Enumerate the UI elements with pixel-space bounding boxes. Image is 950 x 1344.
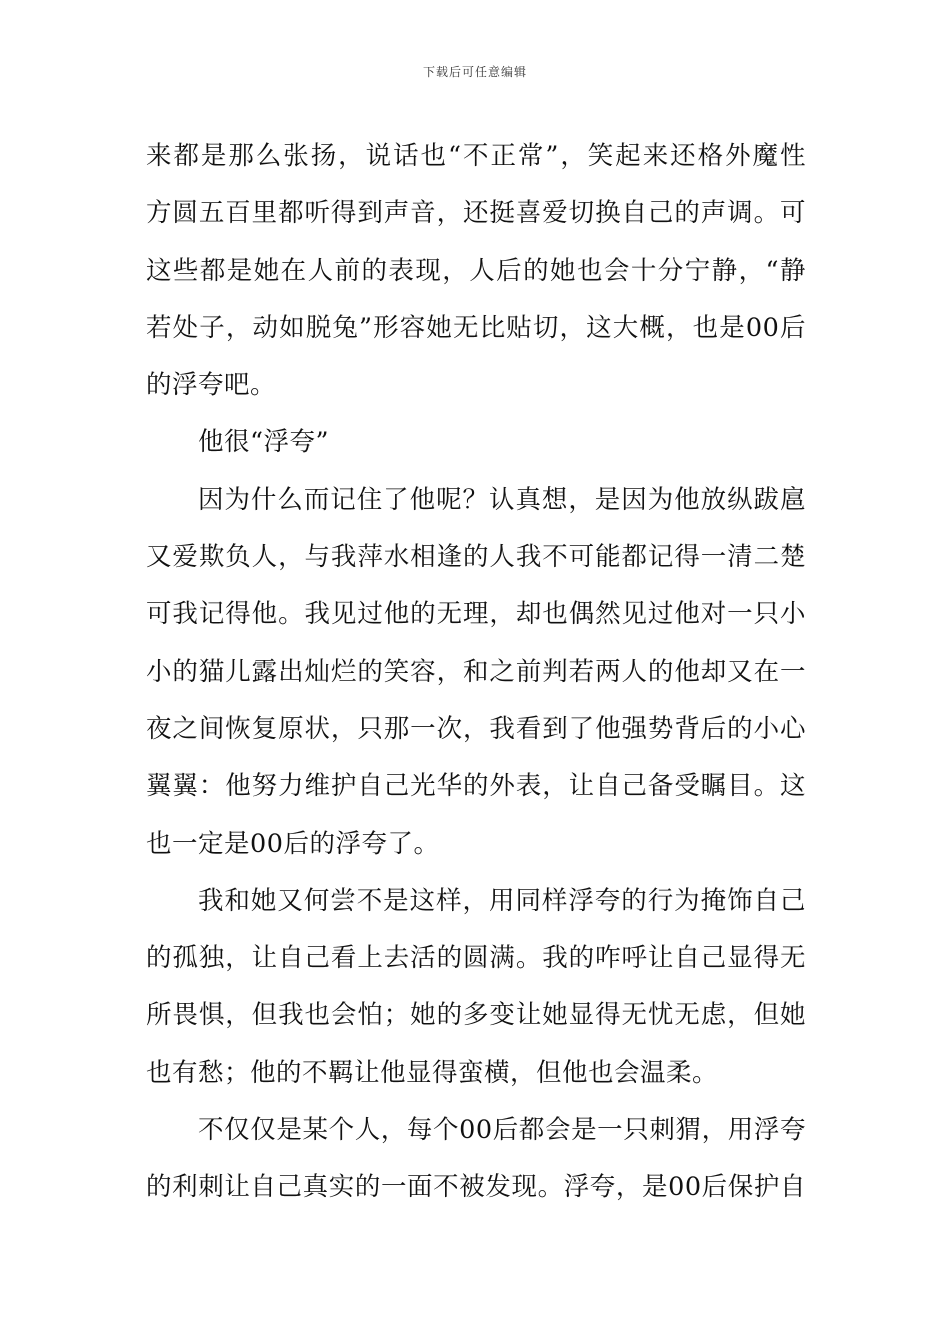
text-line: 他很“浮夸” <box>198 427 330 458</box>
text-line: 的利刺让自己真实的一面不被发现。浮夸，是00后保护自 <box>146 1172 806 1203</box>
text-line: 也一定是00后的浮夸了。 <box>146 828 440 859</box>
text-line: 若处子，动如脱兔”形容她无比贴切，这大概，也是00后 <box>146 312 806 343</box>
text-line: 小的猫儿露出灿烂的笑容，和之前判若两人的他却又在一 <box>146 656 806 687</box>
page-header: 下载后可任意编辑 <box>422 65 527 79</box>
text-line: 又爱欺负人，与我萍水相逢的人我不可能都记得一清二楚 <box>146 542 806 573</box>
text-line: 来都是那么张扬，说话也“不正常”，笑起来还格外魔性 <box>146 141 806 171</box>
text-line: 因为什么而记住了他呢？认真想，是因为他放纵跋扈 <box>198 484 806 515</box>
text-line: 夜之间恢复原状，只那一次，我看到了他强势背后的小心 <box>146 713 806 744</box>
text-line: 这些都是她在人前的表现，人后的她也会十分宁静，“静 <box>146 255 806 286</box>
text-line: 我和她又何尝不是这样，用同样浮夸的行为掩饰自己 <box>198 885 806 916</box>
text-line: 所畏惧，但我也会怕；她的多变让她显得无忧无虑，但她 <box>146 1000 806 1031</box>
text-line: 方圆五百里都听得到声音，还挺喜爱切换自己的声调。可 <box>146 198 806 229</box>
body-text <box>146 128 806 1217</box>
text-line: 翼翼：他努力维护自己光华的外表，让自己备受瞩目。这 <box>146 771 806 802</box>
text-line: 也有愁；他的不羁让他显得蛮横，但他也会温柔。 <box>146 1057 719 1088</box>
text-line: 的浮夸吧。 <box>146 370 277 401</box>
text-line: 的孤独，让自己看上去活的圆满。我的咋呼让自己显得无 <box>146 943 806 974</box>
text-line: 可我记得他。我见过他的无理，却也偶然见过他对一只小 <box>146 599 806 630</box>
text-line: 不仅仅是某个人，每个00后都会是一只刺猬，用浮夸 <box>198 1115 806 1146</box>
